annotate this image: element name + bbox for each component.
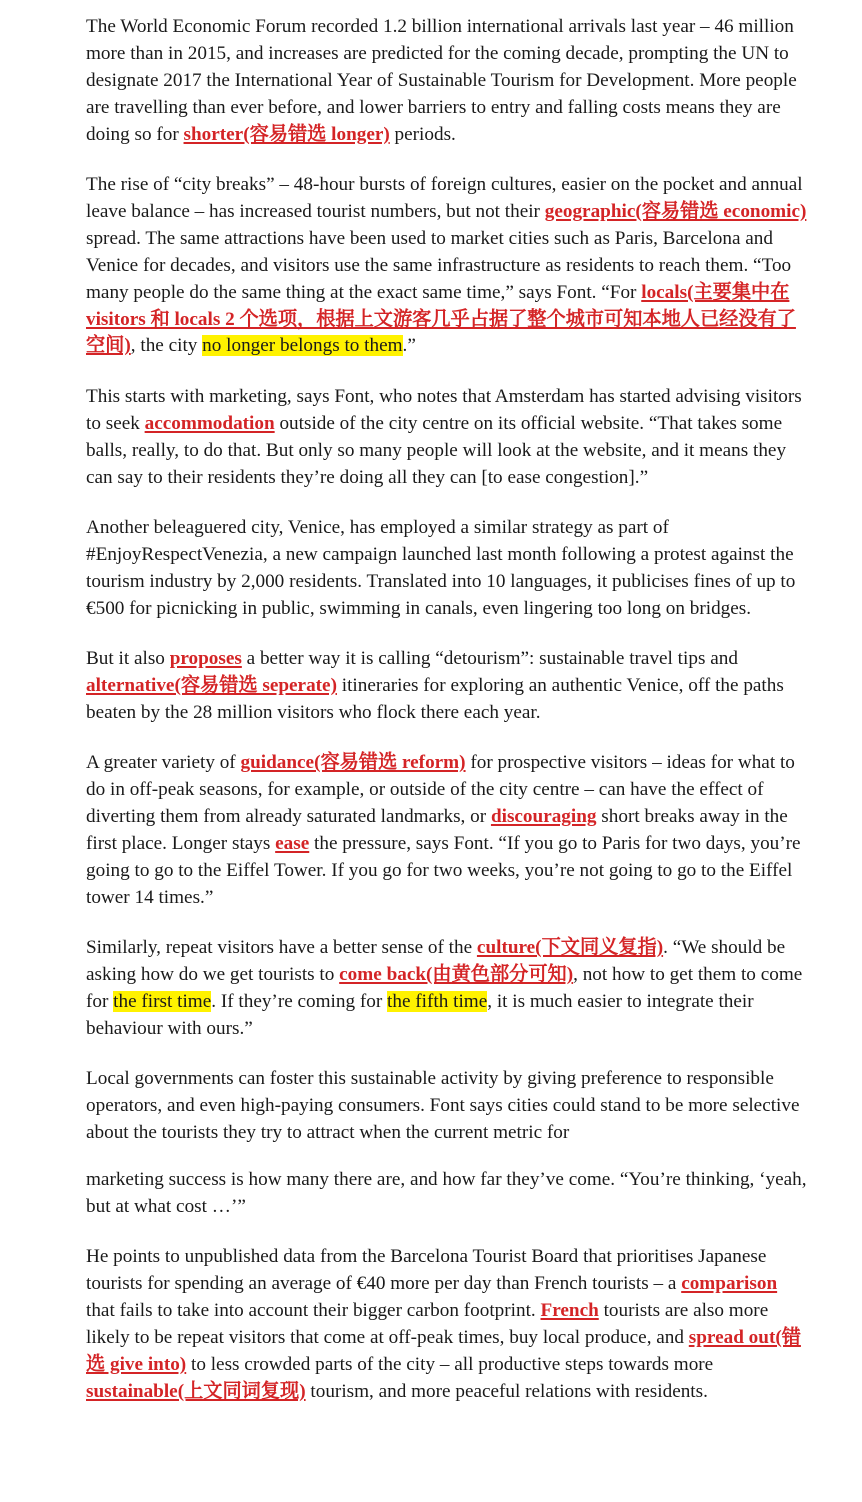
- text-run: Similarly, repeat visitors have a better sense of the: [86, 937, 477, 959]
- answer-word: sustainable(上文同词复现): [86, 1380, 306, 1402]
- article: [86, 14, 808, 1429]
- paragraph-2: [86, 172, 808, 360]
- answer-word: guidance(容易错选 reform): [240, 752, 466, 774]
- answer-word: French: [540, 1300, 599, 1322]
- answer-word: discouraging: [490, 806, 597, 828]
- text-run: the pressure, says Font. “If you go to Paris for two days, you’re going to go to the Eiffel Tower. If you go for two weeks, you’re not going to go to the Eiffel tower 14 times.”: [86, 833, 801, 908]
- text-run: , not how to get them to come for: [86, 964, 803, 1013]
- text-run: to less crowded parts of the city – all productive steps towards more: [186, 1354, 714, 1376]
- paragraph-3: [86, 384, 808, 492]
- answer-word: proposes: [169, 648, 242, 670]
- text-run: But it also: [86, 648, 170, 670]
- text-run: , the city: [130, 335, 203, 357]
- text-run: itineraries for exploring an authentic Venice, off the paths beaten by the 28 million visitors who flock there each year.: [86, 675, 784, 723]
- text-run: outside of the city centre on its official website. “That takes some balls, really, to do that. But only so many people will look at the website, and it means they can say to their residents they’re doing all they can [to ease congestion].”: [86, 412, 787, 488]
- text-run: He points to unpublished data from the Barcelona Tourist Board that prioritises Japanese tourists for spending an average of €40 more per day than French tourists – a: [86, 1246, 767, 1295]
- text-run: Local governments can foster this sustainable activity by giving preference to responsible operators, and even high-paying consumers. Font says cities could stand to be more selective about the tourists they try to attract when the current metric for: [86, 1068, 800, 1144]
- paragraph-9: [86, 1167, 808, 1221]
- highlighted-clue: the fifth time: [387, 991, 488, 1013]
- answer-word: comparison: [681, 1273, 778, 1295]
- answer-word: shorter(容易错选 longer): [183, 123, 390, 145]
- paragraph-6: [86, 750, 808, 911]
- paragraph-7: [86, 935, 808, 1043]
- text-run: tourism, and more peaceful relations with residents.: [305, 1380, 708, 1402]
- text-run: A greater variety of: [86, 752, 241, 774]
- answer-word: accommodation: [144, 412, 275, 434]
- answer-word: geographic(容易错选 economic): [544, 200, 807, 222]
- text-run: The World Economic Forum recorded 1.2 billion international arrivals last year – 46 million more than in 2015, and increases are predicted for the coming decade, prompting the UN to designate 2017 the International Year of Sustainable Tourism for Development. More people are travelling than ever before, and lower barriers to entry and falling costs means they are doing so for: [86, 16, 797, 145]
- text-run: periods.: [389, 123, 456, 145]
- text-run: spread. The same attractions have been used to market cities such as Paris, Barcelona and Venice for decades, and visitors use the same infrastructure as residents to reach them. “Too many people do the same thing at the exact same time,” says Font. “For: [86, 227, 792, 303]
- text-run: The rise of “city breaks” – 48-hour bursts of foreign cultures, easier on the pocket and annual leave balance – has increased tourist numbers, but not their: [86, 174, 803, 222]
- text-run: a better way it is calling “detourism”: sustainable travel tips and: [241, 648, 738, 670]
- text-run: short breaks away in the first place. Longer stays: [86, 806, 788, 855]
- answer-word: alternative(容易错选 seperate): [86, 675, 337, 697]
- text-run: .”: [402, 335, 416, 357]
- answer-word: ease: [275, 833, 310, 855]
- answer-word: come back(由黄色部分可知): [339, 964, 574, 986]
- text-run: . If they’re coming for: [211, 991, 388, 1013]
- answer-word: culture(下文同义复指): [476, 937, 664, 959]
- paragraph-5: [86, 646, 808, 727]
- paragraph-1: [86, 14, 808, 149]
- text-run: , it is much easier to integrate their behaviour with ours.”: [86, 991, 754, 1039]
- text-run: This starts with marketing, says Font, who notes that Amsterdam has started advising visitors to seek: [86, 385, 802, 434]
- highlighted-clue: the first time: [113, 991, 212, 1013]
- text-run: . “We should be asking how do we get tourists to: [86, 937, 786, 986]
- text-run: marketing success is how many there are, and how far they’ve come. “You’re thinking, ‘yeah, but at what cost …’”: [86, 1169, 807, 1218]
- paragraph-8: [86, 1066, 808, 1147]
- answer-word: locals(主要集中在 visitors 和 locals 2 个选项，根据上文游客几乎占据了整个城市可知本地人已经没有了空间): [86, 281, 796, 357]
- text-run: that fails to take into account their bigger carbon footprint.: [86, 1300, 541, 1322]
- highlighted-clue: no longer belongs to them: [202, 335, 403, 357]
- text-run: for prospective visitors – ideas for what to do in off-peak seasons, for example, or outside of the city centre – can have the effect of diverting them from already saturated landmarks, or: [86, 752, 795, 828]
- answer-word: spread out(错选 give into): [86, 1327, 801, 1376]
- paragraph-4: [86, 515, 808, 623]
- text-run: tourists are also more likely to be repeat visitors that come at off-peak times, buy local produce, and: [86, 1300, 769, 1349]
- text-run: Another beleaguered city, Venice, has employed a similar strategy as part of #EnjoyRespectVenezia, a new campaign launched last month following a protest against the tourism industry by 2,000 residents. Translated into 10 languages, it publicises fines of up to €500 for picnicking in public, swimming in canals, even lingering too long on bridges.: [86, 517, 796, 619]
- paragraph-10: [86, 1244, 808, 1405]
